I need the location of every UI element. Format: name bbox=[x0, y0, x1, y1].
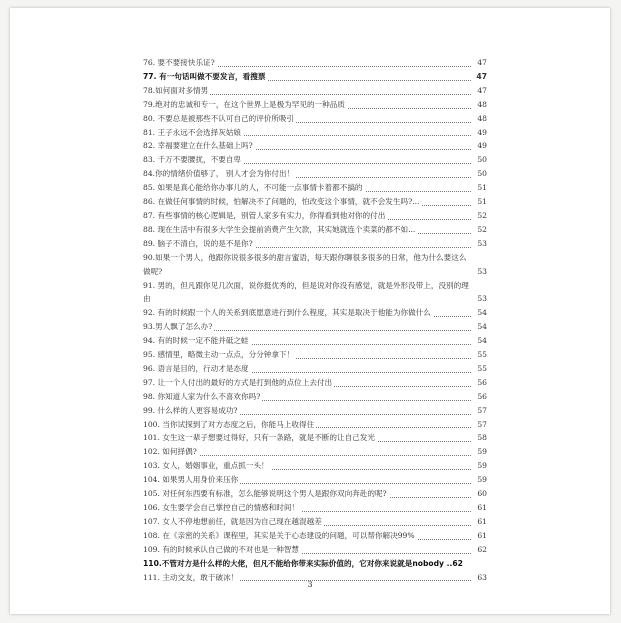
toc-entry-page: 49 bbox=[475, 139, 487, 153]
toc-entry-page: 59 bbox=[475, 473, 487, 487]
toc-entry-page: 62 bbox=[475, 543, 487, 557]
toc-entry-page: 47 bbox=[475, 84, 487, 98]
toc-entry-page: 57 bbox=[475, 418, 487, 432]
toc-entry-title: 99. 什么样的人更容易成功? bbox=[143, 405, 238, 415]
toc-entry-title: 77. 有一句话叫做不要发言，看搜票 bbox=[143, 71, 266, 81]
toc-entry-title: 105. 对任何东西要有标准，怎么能够说明这个男人是跟你双向奔赴的呢? bbox=[143, 489, 387, 499]
toc-entry-page: 53 bbox=[475, 237, 487, 251]
toc-entry[interactable] bbox=[143, 167, 487, 181]
toc-entry-title: 106. 女生要学会自己掌控自己的情感和时间！ bbox=[143, 503, 300, 512]
toc-entry-page: 57 bbox=[475, 404, 487, 418]
toc-entry[interactable] bbox=[143, 279, 487, 307]
toc-entry[interactable] bbox=[143, 126, 487, 140]
toc-entry[interactable] bbox=[143, 70, 487, 84]
toc-entry[interactable] bbox=[143, 390, 487, 404]
toc-entry-page: 47 bbox=[475, 56, 487, 70]
toc-entry[interactable] bbox=[143, 348, 487, 362]
toc-entry-title: 79.绝对的忠诚和专一，在这个世界上是极为罕见的一种品质 bbox=[143, 99, 345, 109]
toc-entry-page: 63 bbox=[475, 571, 487, 585]
toc-entry-page: 55 bbox=[475, 348, 487, 362]
toc-entry-title: 85. 如果是真心能给你办事儿的人，不可能一点事情卡着都不搞的 bbox=[143, 183, 363, 193]
toc-entry-page: 56 bbox=[475, 390, 487, 404]
toc-entry[interactable] bbox=[143, 223, 487, 237]
toc-entry-title: 87. 有些事情的核心逻辑是，别管人家多有实力，你得看到他对你的付出 bbox=[143, 210, 386, 220]
toc-entry-title: 96. 语言是目的，行动才是态度 bbox=[143, 363, 249, 373]
toc-entry[interactable] bbox=[143, 431, 487, 445]
toc-entry[interactable] bbox=[143, 501, 487, 515]
toc-entry-page: 60 bbox=[475, 487, 487, 501]
toc-entry-title: 84.你的情绪价值够了， 别人才会为你付出！ bbox=[143, 169, 295, 179]
toc-entry-title: 80. 不要总是被那些不认可自己的评价所吸引 bbox=[143, 113, 295, 123]
toc-entry-page: 50 bbox=[475, 153, 487, 167]
toc-entry-page: 53 bbox=[475, 292, 487, 306]
toc-entry-page: 54 bbox=[475, 334, 487, 348]
toc-entry[interactable] bbox=[143, 445, 487, 459]
toc-entry-title: 103. 女人，婚姻事业，重点抓一头！ bbox=[143, 461, 269, 471]
toc-entry-page: 54 bbox=[475, 320, 487, 334]
toc-entry-title: 91. 男的，但凡跟你见几次面，说你挺优秀的，但是说对你没有感觉，就是外形没带上，没别的理由 bbox=[143, 279, 487, 307]
toc-entry-title: 100. 当你试探到了对方态度之后，你能马上收得住 bbox=[143, 419, 315, 429]
toc-entry[interactable] bbox=[143, 237, 487, 251]
toc-entry-title: 82. 幸福要建立在什么基础上吗? bbox=[143, 141, 253, 151]
toc-entry[interactable] bbox=[143, 473, 487, 487]
toc-entry-page: 48 bbox=[475, 112, 487, 126]
toc-entry-title: 110.不管对方是什么样的大佬，但凡不能给你带来实际价值的，它对你来说就是nobody ..62 bbox=[143, 558, 463, 568]
toc-entry-title: 81. 王子永远不会选择灰姑娘 bbox=[143, 127, 242, 137]
toc-entry-page: 61 bbox=[475, 529, 487, 543]
toc-entry-title: 101. 女生这一辈子想要过得好，只有一条路，就是不断的让自己发光 bbox=[143, 433, 375, 443]
toc-entry[interactable] bbox=[143, 320, 487, 334]
toc-entry-title: 90.如果一个男人，他跟你说很多很多的甜言蜜语，每天跟你聊很多很多的日常，他为什么要这么做呢? bbox=[143, 251, 487, 279]
toc-entry[interactable] bbox=[143, 362, 487, 376]
toc-entry[interactable] bbox=[143, 195, 487, 209]
toc-entry-title: 111. 主动交友，敢于破冰！ bbox=[143, 572, 239, 582]
toc-entry-page: 51 bbox=[475, 181, 487, 195]
toc-entry-title: 107. 女人不停地想前任，就是因为自己现在越混越差 bbox=[143, 516, 322, 526]
toc-entry-title: 108. 在《亲密的关系》课程里，其实是关于心态建设的问题，可以帮你解决99% bbox=[143, 530, 415, 540]
toc-entry-title: 86. 在做任何事情的时候，怕解决不了问题的，怕改变这个事情，就不会发生吗?... bbox=[143, 197, 420, 207]
toc-entry[interactable] bbox=[143, 487, 487, 501]
toc-entry[interactable] bbox=[143, 334, 487, 348]
table-of-contents bbox=[143, 56, 487, 584]
toc-entry-title: 92. 有的时候跟一个人的关系到底愿意进行到什么程度，其实是取决于他能为你做什么 bbox=[143, 308, 431, 318]
toc-entry-page: 52 bbox=[475, 223, 487, 237]
toc-entry[interactable] bbox=[143, 181, 487, 195]
toc-entry[interactable] bbox=[143, 376, 487, 390]
toc-entry-page: 59 bbox=[475, 459, 487, 473]
toc-entry-page: 51 bbox=[475, 195, 487, 209]
toc-entry-page: 53 bbox=[475, 265, 487, 279]
toc-entry-title: 102. 如何择偶? bbox=[143, 447, 197, 457]
toc-entry-page: 47 bbox=[474, 70, 487, 84]
toc-entry[interactable] bbox=[143, 56, 487, 70]
toc-entry-title: 88. 现在生活中有很多大学生会提前消费产生欠款，其实她就连个卖菜的都不如... bbox=[143, 224, 416, 234]
toc-entry[interactable] bbox=[143, 84, 487, 98]
toc-entry-title: 93.男人飘了怎么办? bbox=[143, 322, 213, 332]
toc-entry[interactable] bbox=[143, 404, 487, 418]
toc-entry-title: 95. 感情里，略微主动一点点，分分钟拿下！ bbox=[143, 350, 295, 360]
toc-entry[interactable] bbox=[143, 153, 487, 167]
toc-entry-title: 98. 你知道人家为什么不喜欢你吗? bbox=[143, 391, 261, 401]
toc-entry-page: 61 bbox=[475, 501, 487, 515]
toc-entry-page: 50 bbox=[475, 167, 487, 181]
toc-entry-page: 58 bbox=[475, 431, 487, 445]
toc-entry[interactable] bbox=[143, 418, 487, 432]
toc-entry-title: 76. 要不要接快乐证? bbox=[143, 58, 215, 67]
page-number: 3 bbox=[307, 580, 313, 589]
toc-entry[interactable] bbox=[143, 251, 487, 279]
toc-entry[interactable] bbox=[143, 306, 487, 320]
toc-entry[interactable] bbox=[143, 139, 487, 153]
toc-entry-page: 52 bbox=[475, 209, 487, 223]
toc-entry-page: 54 bbox=[475, 306, 487, 320]
toc-entry-title: 78.如何面对多情男 bbox=[143, 85, 209, 95]
toc-entry-page: 61 bbox=[475, 515, 487, 529]
toc-entry-title: 97. 让一个人付出的最好的方式是打到他的点位上去付出 bbox=[143, 377, 333, 387]
toc-entry[interactable] bbox=[143, 543, 487, 557]
toc-entry-page: 55 bbox=[475, 362, 487, 376]
toc-entry-page: 48 bbox=[475, 98, 487, 112]
toc-entry[interactable] bbox=[143, 209, 487, 223]
toc-entry-page: 56 bbox=[475, 376, 487, 390]
toc-entry-page: 59 bbox=[475, 445, 487, 459]
toc-entry[interactable] bbox=[143, 557, 487, 571]
document-page bbox=[10, 8, 610, 614]
toc-entry[interactable] bbox=[143, 529, 487, 543]
toc-entry-title: 109. 有的时候承认自己做的不对也是一种智慧 bbox=[143, 544, 300, 554]
toc-entry-page: 49 bbox=[475, 126, 487, 140]
toc-entry-title: 104. 如果男人用身价来压你 bbox=[143, 475, 239, 485]
toc-entry[interactable] bbox=[143, 112, 487, 126]
toc-entry[interactable] bbox=[143, 459, 487, 473]
toc-entry-title: 89. 脑子不清白，说的是不是你? bbox=[143, 238, 253, 248]
toc-entry[interactable] bbox=[143, 515, 487, 529]
toc-entry[interactable] bbox=[143, 98, 487, 112]
toc-entry-title: 83. 千万不要腰扰，不要自卑 bbox=[143, 155, 242, 165]
toc-entry-title: 94. 有的时候一定不能并砥之蛙 bbox=[143, 336, 249, 346]
